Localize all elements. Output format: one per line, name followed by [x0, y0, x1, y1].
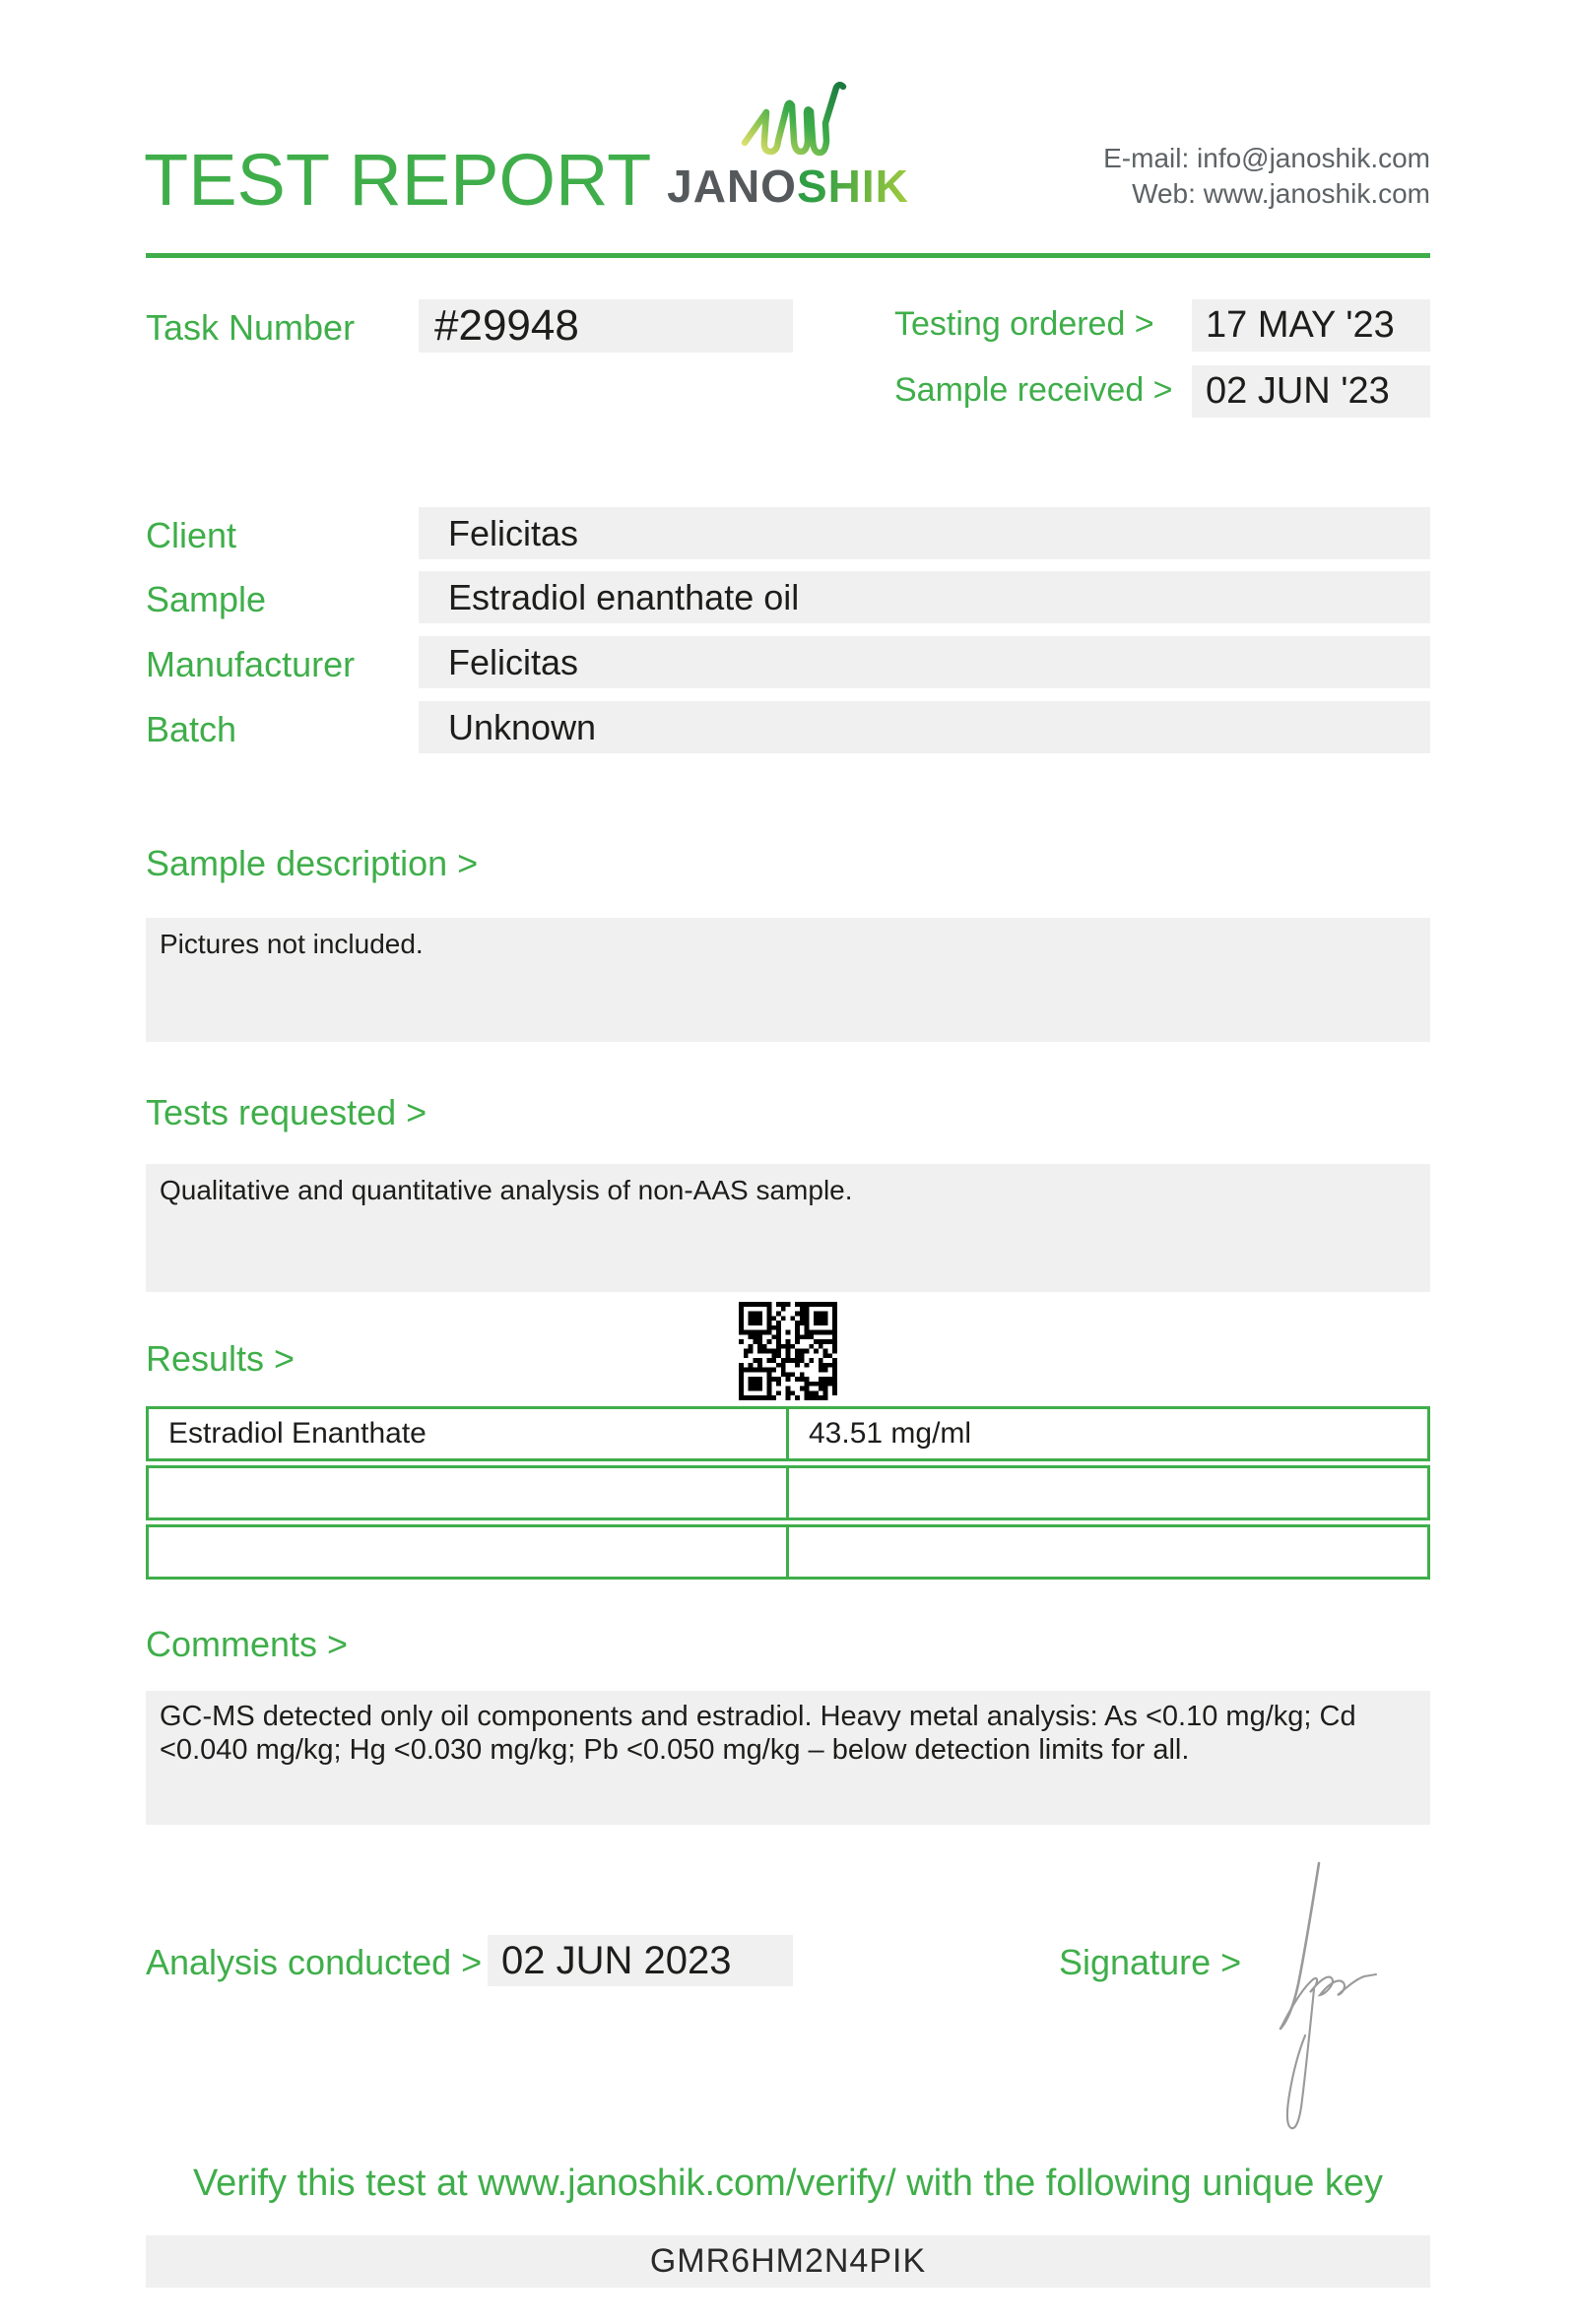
testing-ordered-value: 17 MAY '23	[1206, 304, 1395, 346]
analysis-conducted-label: Analysis conducted >	[146, 1942, 483, 1982]
verify-key-value: GMR6HM2N4PIK	[649, 2242, 927, 2280]
results-table-row	[146, 1524, 1430, 1580]
batch-value: Unknown	[448, 707, 597, 747]
result-amount	[789, 1468, 1427, 1517]
sample-received-field	[1192, 365, 1430, 418]
sample-description-box	[146, 918, 1430, 1042]
result-substance: Estradiol Enanthate	[149, 1409, 789, 1458]
analysis-conducted-value: 02 JUN 2023	[501, 1939, 732, 1982]
task-number-label: Task Number	[146, 307, 356, 348]
comments-box	[146, 1691, 1430, 1825]
testing-ordered-label: Testing ordered >	[894, 305, 1154, 343]
task-number-field	[419, 299, 793, 353]
result-substance	[149, 1468, 789, 1517]
contact-email: E-mail: info@janoshik.com	[1103, 143, 1430, 173]
signature-label: Signature >	[1059, 1942, 1242, 1982]
sample-description-text: Pictures not included.	[160, 929, 424, 959]
result-amount	[789, 1527, 1427, 1577]
tests-requested-text: Qualitative and quantitative analysis of non-AAS sample.	[160, 1175, 853, 1205]
comments-text: GC-MS detected only oil components and estradiol. Heavy metal analysis: As <0.10 mg/kg; Cd <0.040 mg/kg; Hg <0.030 mg/kg; Pb <0.050 mg/kg – below detection limits for all.	[160, 1701, 1356, 1766]
client-value: Felicitas	[448, 513, 579, 553]
result-amount: 43.51 mg/ml	[809, 1417, 972, 1450]
results-table-row	[146, 1465, 1430, 1520]
results-heading: Results >	[146, 1338, 296, 1379]
batch-label: Batch	[146, 709, 237, 749]
manufacturer-value: Felicitas	[448, 642, 579, 682]
client-field	[419, 507, 1430, 559]
client-label: Client	[146, 515, 237, 555]
sample-label: Sample	[146, 579, 267, 619]
page-title: TEST REPORT	[144, 139, 652, 221]
janoshik-logo	[630, 160, 946, 213]
sample-field	[419, 571, 1430, 623]
signature-scribble	[1261, 1841, 1478, 2157]
manufacturer-label: Manufacturer	[146, 644, 356, 684]
verify-key-field	[146, 2235, 1430, 2288]
tests-requested-heading: Tests requested >	[146, 1092, 427, 1132]
header-divider	[146, 253, 1430, 258]
task-number-value: #29948	[434, 301, 579, 350]
contact-web: Web: www.janoshik.com	[1132, 178, 1430, 209]
chart-arrow-icon	[729, 74, 857, 167]
result-substance	[149, 1527, 789, 1577]
verify-instruction: Verify this test at www.janoshik.com/verify/ with the following unique key	[192, 2163, 1384, 2204]
sample-value: Estradiol enanthate oil	[448, 577, 800, 617]
sample-description-heading: Sample description >	[146, 843, 479, 883]
batch-field	[419, 701, 1430, 753]
analysis-conducted-field	[488, 1935, 793, 1986]
contact-block	[1103, 141, 1430, 212]
testing-ordered-field	[1192, 299, 1430, 352]
manufacturer-field	[419, 636, 1430, 688]
logo-text-dark: JANO	[667, 161, 797, 212]
comments-heading: Comments >	[146, 1624, 349, 1664]
tests-requested-box	[146, 1164, 1430, 1292]
results-table-row	[146, 1406, 1430, 1461]
logo-text-green: SHIK	[796, 161, 909, 212]
qr-code	[739, 1302, 837, 1400]
sample-received-value: 02 JUN '23	[1206, 370, 1390, 412]
sample-received-label: Sample received >	[894, 371, 1173, 409]
